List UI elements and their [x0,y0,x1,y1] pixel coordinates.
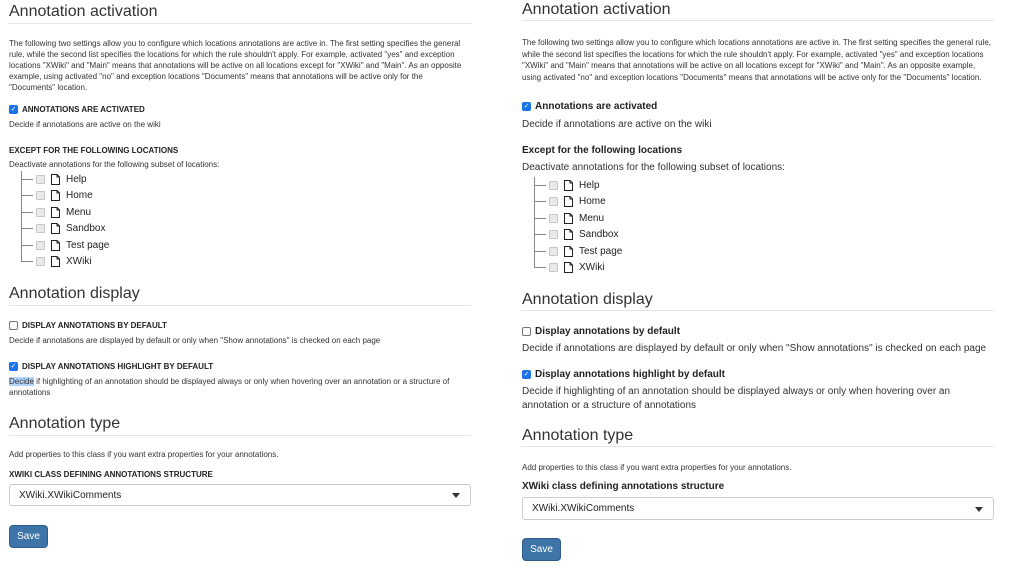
display-highlight-checkbox-row[interactable] [9,362,213,371]
selected-text: Decide [9,377,34,386]
tree-item-menu[interactable] [21,204,221,221]
tree-checkbox[interactable] [36,224,45,233]
left-panel [9,0,471,585]
annotations-activated-hint: Decide if annotations are active on the wiki [9,120,161,129]
display-highlight-hint: Decide if highlighting of an annotation should be displayed always or only when hovering over an annotation or a structure of annotations [522,386,951,411]
activation-title: Annotation activation [522,1,994,21]
display-title: Annotation display [9,284,471,306]
display-by-default-checkbox[interactable] [9,321,18,330]
tree-checkbox[interactable] [549,247,558,256]
tree-checkbox[interactable] [549,230,558,239]
display-highlight-hint [9,376,459,398]
tree-label[interactable]: Test page [579,245,623,257]
class-select-value: XWiki.XWikiComments [19,489,122,501]
tree-checkbox[interactable] [36,257,45,266]
tree-item-home[interactable] [534,194,734,211]
type-description: Add properties to this class if you want extra properties for your annotations. [9,450,279,459]
tree-label[interactable]: Help [579,179,600,191]
display-by-default-checkbox-row[interactable] [522,326,680,337]
tree-checkbox[interactable] [549,181,558,190]
annotations-activated-hint: Decide if annotations are active on the wiki [522,119,712,130]
tree-item-xwiki[interactable] [534,260,734,277]
tree-label[interactable]: Menu [579,212,605,224]
display-highlight-checkbox-row[interactable] [522,369,725,380]
display-highlight-checkbox[interactable] [9,362,18,371]
annotations-activated-label: Annotations are activated [535,101,658,112]
chevron-down-icon [452,493,460,498]
type-description: Add properties to this class if you want extra properties for your annotations. [522,463,792,472]
tree-label[interactable]: Sandbox [579,229,619,241]
tree-label[interactable]: Sandbox [66,223,106,235]
class-defining-label: XWiki class defining annotations structure [522,481,725,492]
activation-description: The following two settings allow you to configure which locations annotations are active in. The first setting specifies the general rule, while the second list specifies the locations for which the rule shouldn't apply. For example, activated "yes" and exception locations "XWiki" and "Main" means that annotations will be active on all locations except for "XWiki" and "Main". As an opposite example, using activated "no" and exception locations "Documents" means that annotations will be active only for the "Documents" location. [522,38,991,82]
right-panel [522,0,994,585]
file-icon [51,190,60,201]
file-icon [564,180,573,191]
tree-checkbox[interactable] [549,263,558,272]
display-highlight-label: DISPLAY ANNOTATIONS HIGHLIGHT BY DEFAULT [22,362,214,371]
annotations-activated-checkbox-row[interactable] [9,105,145,114]
checkmark-icon: ✓ [10,363,17,370]
except-locations-hint: Deactivate annotations for the following subset of locations: [9,160,220,169]
locations-tree [534,177,734,276]
class-select[interactable] [9,484,471,506]
annotations-activated-checkbox[interactable] [9,105,18,114]
tree-item-help[interactable] [21,171,221,188]
display-by-default-checkbox[interactable] [522,327,531,336]
chevron-down-icon [975,507,983,512]
save-button[interactable]: Save [9,525,48,548]
save-button[interactable]: Save [522,538,561,561]
tree-item-sandbox[interactable] [21,221,221,238]
except-locations-label: Except for the following locations [522,145,683,156]
display-by-default-hint: Decide if annotations are displayed by default or only when "Show annotations" is checked on each page [522,343,987,354]
file-icon [51,240,60,251]
tree-checkbox[interactable] [36,208,45,217]
file-icon [51,174,60,185]
file-icon [51,207,60,218]
display-title: Annotation display [522,291,994,311]
tree-label[interactable]: Home [66,190,93,202]
tree-item-test-page[interactable] [534,243,734,260]
activation-description: The following two settings allow you to configure which locations annotations are active in. The first setting specifies the general rule, while the second list specifies the locations for which the rule shouldn't apply. For example, activated "yes" and exception locations "XWiki" and "Main" means that annotations will be active on all locations except for "XWiki" and "Main". As an opposite example, using activated "no" and exception locations "Documents" means that annotations will be active only for the "Documents" location. [9,39,462,92]
tree-item-home[interactable] [21,188,221,205]
tree-item-sandbox[interactable] [534,227,734,244]
file-icon [564,246,573,257]
tree-checkbox[interactable] [36,191,45,200]
file-icon [564,229,573,240]
activation-title: Annotation activation [9,2,471,24]
tree-label[interactable]: Menu [66,206,92,218]
tree-label[interactable]: XWiki [579,262,605,274]
type-title: Annotation type [522,427,994,447]
display-highlight-checkbox[interactable] [522,370,531,379]
highlight-hint-rest: if highlighting of an annotation should be displayed always or only when hovering over an annotation or a structure of annotations [9,377,450,397]
display-by-default-hint: Decide if annotations are displayed by default or only when "Show annotations" is checked on each page [9,336,381,345]
type-title: Annotation type [9,414,471,436]
file-icon [564,213,573,224]
annotations-activated-label: ANNOTATIONS ARE ACTIVATED [22,105,145,114]
class-defining-label: XWIKI CLASS DEFINING ANNOTATIONS STRUCTURE [9,470,213,479]
tree-item-test-page[interactable] [21,237,221,254]
checkmark-icon: ✓ [523,103,530,110]
tree-checkbox[interactable] [36,175,45,184]
checkmark-icon: ✓ [10,106,17,113]
file-icon [51,223,60,234]
tree-label[interactable]: Test page [66,239,110,251]
display-by-default-label: Display annotations by default [535,326,681,337]
display-by-default-label: DISPLAY ANNOTATIONS BY DEFAULT [22,321,167,330]
annotations-activated-checkbox[interactable] [522,102,531,111]
display-highlight-label: Display annotations highlight by default [535,369,726,380]
tree-label[interactable]: XWiki [66,256,92,268]
tree-checkbox[interactable] [549,197,558,206]
file-icon [564,196,573,207]
tree-label[interactable]: Home [579,196,606,208]
tree-checkbox[interactable] [36,241,45,250]
except-locations-label: EXCEPT FOR THE FOLLOWING LOCATIONS [9,146,179,155]
except-locations-hint: Deactivate annotations for the following subset of locations: [522,162,785,173]
annotations-activated-checkbox-row[interactable] [522,101,657,112]
file-icon [51,256,60,267]
tree-item-menu[interactable] [534,210,734,227]
tree-item-help[interactable] [534,177,734,194]
tree-item-xwiki[interactable] [21,254,221,271]
display-by-default-checkbox-row[interactable] [9,321,167,330]
checkmark-icon: ✓ [523,371,530,378]
class-select-value: XWiki.XWikiComments [532,503,635,514]
tree-label[interactable]: Help [66,173,87,185]
locations-tree [21,171,221,270]
class-select[interactable] [522,497,994,520]
tree-checkbox[interactable] [549,214,558,223]
file-icon [564,262,573,273]
